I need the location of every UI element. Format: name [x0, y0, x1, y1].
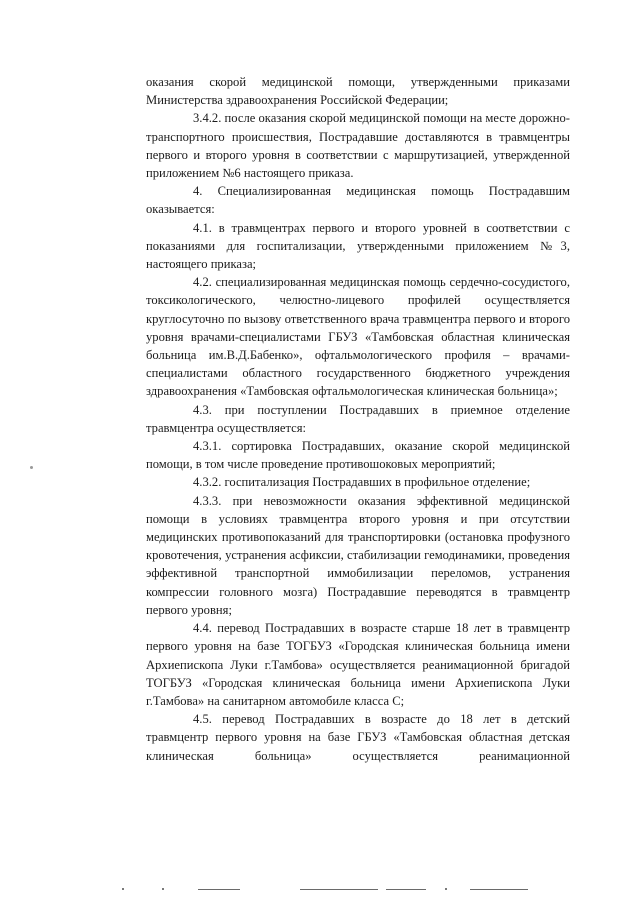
scan-speck: [122, 888, 124, 890]
paragraph-4-3-3: 4.3.3. при невозможности оказания эффективной медицинской помощи в условиях травмцентра второго уровня и при отсутствии медицинских противопоказаний для транспортировки (остановка профузного кровотечения, устранения асфиксии, стабилизации гемодинамики, проведения эффективной транспортной иммобилизации переломов, устранения компрессии головного мозга) Пострадавшие переводятся в травмцентр первого уровня;: [146, 493, 570, 617]
paragraph-4-2: 4.2. специализированная медицинская помощь сердечно-сосудистого, токсикологического, челюстно-лицевого профилей осуществляется круглосуточно по вызову ответственного врача травмцентра первого и второго уровня врачами-специалистами ГБУЗ «Тамбовская областная клиническая больница им.В.Д.Бабенко», офтальмологического профиля – врачами-специалистами областного государственного бюджетного учреждения здравоохранения «Тамбовская офтальмологическая клиническая больница»;: [146, 275, 570, 399]
scan-bottom-rule: [386, 889, 426, 890]
scan-margin-mark: [30, 466, 33, 469]
paragraph-3-4-2: 3.4.2. после оказания скорой медицинской помощи на месте дорожно-транспортного происшествия, Пострадавшие доставляются в травмцентры первого и второго уровня в соответствии с маршрутизацией, утвержденной приложением №6 настоящего приказа.: [146, 111, 570, 181]
paragraph-4-3-2: 4.3.2. госпитализация Пострадавших в профильное отделение;: [193, 475, 531, 490]
paragraph-continuation: оказания скорой медицинской помощи, утвержденными приказами Министерства здравоохранения Российской Федерации;: [146, 75, 570, 108]
paragraph-4-5: 4.5. перевод Пострадавших в возрасте до 18 лет в детский травмцентр первого уровня на базе ГБУЗ «Тамбовская областная детская клиническая больница» осуществляется реанимационной: [146, 712, 570, 763]
scan-bottom-rule: [300, 889, 378, 890]
scan-bottom-rule: [470, 889, 528, 890]
paragraph-4-3-1: 4.3.1. сортировка Пострадавших, оказание скорой медицинской помощи, в том числе проведение противошоковых мероприятий;: [146, 439, 570, 472]
scan-bottom-rule: [198, 889, 240, 890]
document-body: [146, 73, 570, 765]
scan-speck: [162, 888, 164, 890]
paragraph-4-1: 4.1. в травмцентрах первого и второго уровней в соответствии с показаниями для госпитализации, утвержденными приложением №3, настоящего приказа;: [146, 220, 570, 272]
paragraph-4-3: 4.3. при поступлении Пострадавших в приемное отделение травмцентра осуществляется:: [146, 402, 570, 435]
paragraph-4-4: 4.4. перевод Пострадавших в возрасте старше 18 лет в травмцентр первого уровня на базе ТОГБУЗ «Городская клиническая больница имени Архиепископа Луки г.Тамбова» осуществляется реанимационной бригадой ТОГБУЗ «Городская клиническая больница имени Архиепископа Луки г.Тамбова» на санитарном автомобиле класса С;: [146, 621, 570, 708]
paragraph-4: 4. Специализированная медицинская помощь Пострадавшим оказывается:: [146, 184, 570, 217]
scan-speck: [445, 888, 447, 890]
